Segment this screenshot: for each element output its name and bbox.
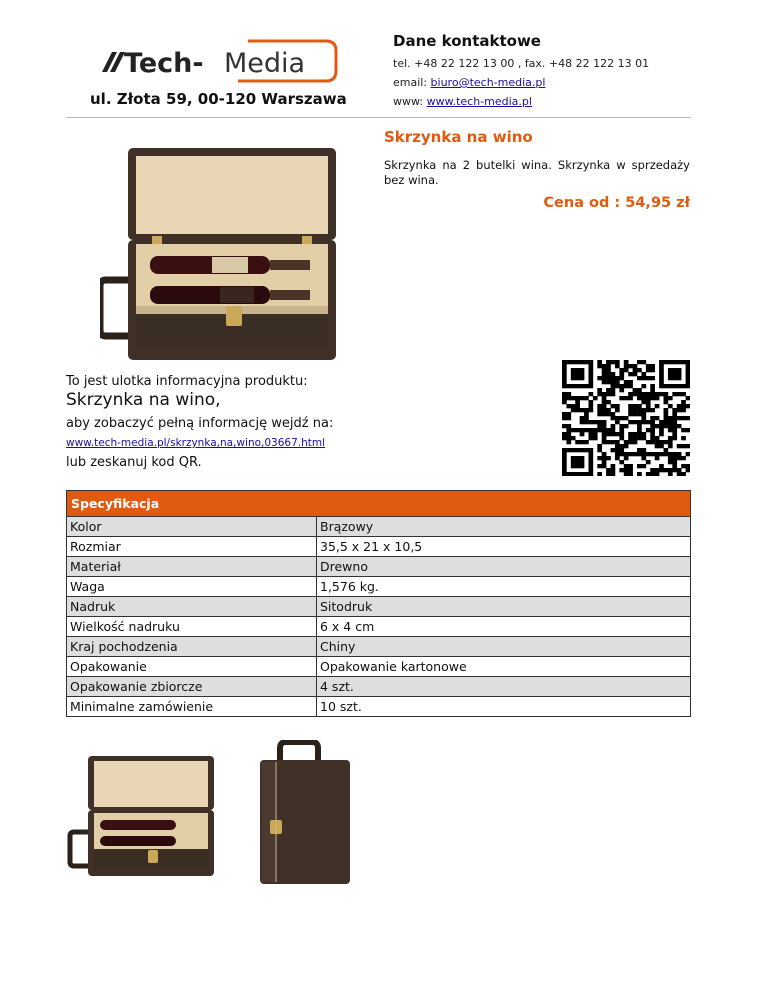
spec-key: Kraj pochodzenia [67,637,317,657]
contact-title: Dane kontaktowe [393,32,541,50]
logo-text-media: Media [224,48,306,79]
spec-row [67,617,691,637]
spec-key: Kolor [67,517,317,537]
spec-row [67,697,691,717]
spec-row [67,677,691,697]
spec-value: Sitodruk [317,597,691,617]
spec-key: Materiał [67,557,317,577]
spec-value: Drewno [317,557,691,577]
spec-row [67,657,691,677]
product-image-closed [250,740,360,894]
info-see-more: aby zobaczyć pełną informację wejdź na: [66,416,334,431]
qr-code [562,360,690,476]
spec-row [67,517,691,537]
spec-table [66,490,691,717]
product-price: Cena od : 54,95 zł [543,195,690,211]
spec-value: Chiny [317,637,691,657]
email-line [393,76,545,89]
www-line [393,95,532,108]
product-link[interactable]: www.tech-media.pl/skrzynka,na,wino,03667.html [66,437,326,449]
spec-value: Opakowanie kartonowe [317,657,691,677]
spec-key: Rozmiar [67,537,317,557]
product-title: Skrzynka na wino [384,128,533,146]
logo-text-tech: Tech- [124,48,204,79]
product-image-open [66,750,226,884]
spec-row [67,537,691,557]
info-scan-qr: lub zeskanuj kod QR. [66,455,202,470]
spec-key: Opakowanie zbiorcze [67,677,317,697]
spec-key: Opakowanie [67,657,317,677]
spec-value: 6 x 4 cm [317,617,691,637]
spec-key: Nadruk [67,597,317,617]
spec-value: 10 szt. [317,697,691,717]
www-link[interactable]: www.tech-media.pl [426,95,532,108]
info-product-name: Skrzynka na wino, [66,390,221,410]
spec-value: 1,576 kg. [317,577,691,597]
spec-row [67,597,691,617]
spec-title: Specyfikacja [67,491,691,517]
header-divider [66,117,691,118]
spec-key: Minimalne zamówienie [67,697,317,717]
spec-row [67,557,691,577]
product-main-image [100,130,345,374]
company-logo [98,38,338,84]
spec-value: Brązowy [317,517,691,537]
spec-key: Waga [67,577,317,597]
email-link[interactable]: biuro@tech-media.pl [430,76,546,89]
product-description: Skrzynka na 2 butelki wina. Skrzynka w sprzedaży bez wina. [384,158,690,187]
spec-value: 4 szt. [317,677,691,697]
www-label: www: [393,95,427,108]
email-label: email: [393,76,431,89]
company-address: ul. Złota 59, 00-120 Warszawa [90,90,347,108]
spec-row [67,637,691,657]
spec-value: 35,5 x 21 x 10,5 [317,537,691,557]
info-intro: To jest ulotka informacyjna produktu: [66,374,308,389]
phone-fax: tel. +48 22 122 13 00 , fax. +48 22 122 13 01 [393,57,650,70]
spec-row [67,577,691,597]
spec-key: Wielkość nadruku [67,617,317,637]
